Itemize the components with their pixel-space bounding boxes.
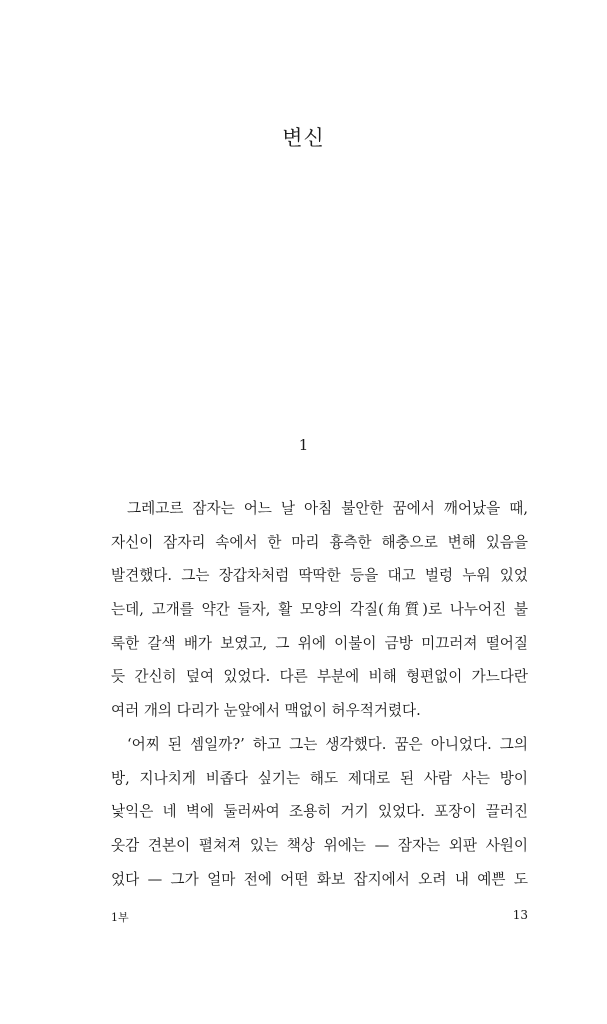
paragraph <box>111 492 528 728</box>
text-line: 그레고르 잠자는 어느 날 아침 불안한 꿈에서 깨어났을 때, <box>127 500 528 517</box>
text-line: 방, 지나치게 비좁다 싶기는 해도 제대로 된 사람 사는 방이 <box>111 769 528 787</box>
page-title: 변신 <box>282 126 325 150</box>
text-line: 었다 — 그가 얼마 전에 어떤 화보 잡지에서 오려 내 예쁜 도 <box>111 870 528 888</box>
text-line: 듯 간신히 덮여 있었다. 다른 부분에 비해 형편없이 가느다란 <box>111 668 528 686</box>
paragraph <box>111 728 528 896</box>
text-line: ‘어찌 된 셈일까?’ 하고 그는 생각했다. 꿈은 아니었다. 그의 <box>127 735 528 753</box>
text-line: 옷감 견본이 펼쳐져 있는 책상 위에는 — 잠자는 외판 사원이 <box>111 836 528 854</box>
text-line: 룩한 갈색 배가 보였고, 그 위에 이불이 금방 미끄러져 떨어질 <box>111 634 528 652</box>
text-line: 자신이 잠자리 속에서 한 마리 흉측한 해충으로 변해 있음을 <box>111 533 528 551</box>
text-line: 는데, 고개를 약간 들자, 활 모양의 각질(角質)로 나누어진 불 <box>111 601 528 619</box>
body-text <box>111 492 528 896</box>
text-line: 낯익은 네 벽에 둘러싸여 조용히 거기 있었다. 포장이 끌러진 <box>111 803 528 821</box>
text-line: 발견했다. 그는 장갑차처럼 딱딱한 등을 대고 벌렁 누워 있었 <box>111 567 528 585</box>
chapter-number: 1 <box>298 436 309 454</box>
footer-section-label: 1부 <box>111 911 129 924</box>
footer-page-number: 13 <box>512 908 528 922</box>
text-line: 여러 개의 다리가 눈앞에서 맥없이 허우적거렸다. <box>111 702 421 720</box>
